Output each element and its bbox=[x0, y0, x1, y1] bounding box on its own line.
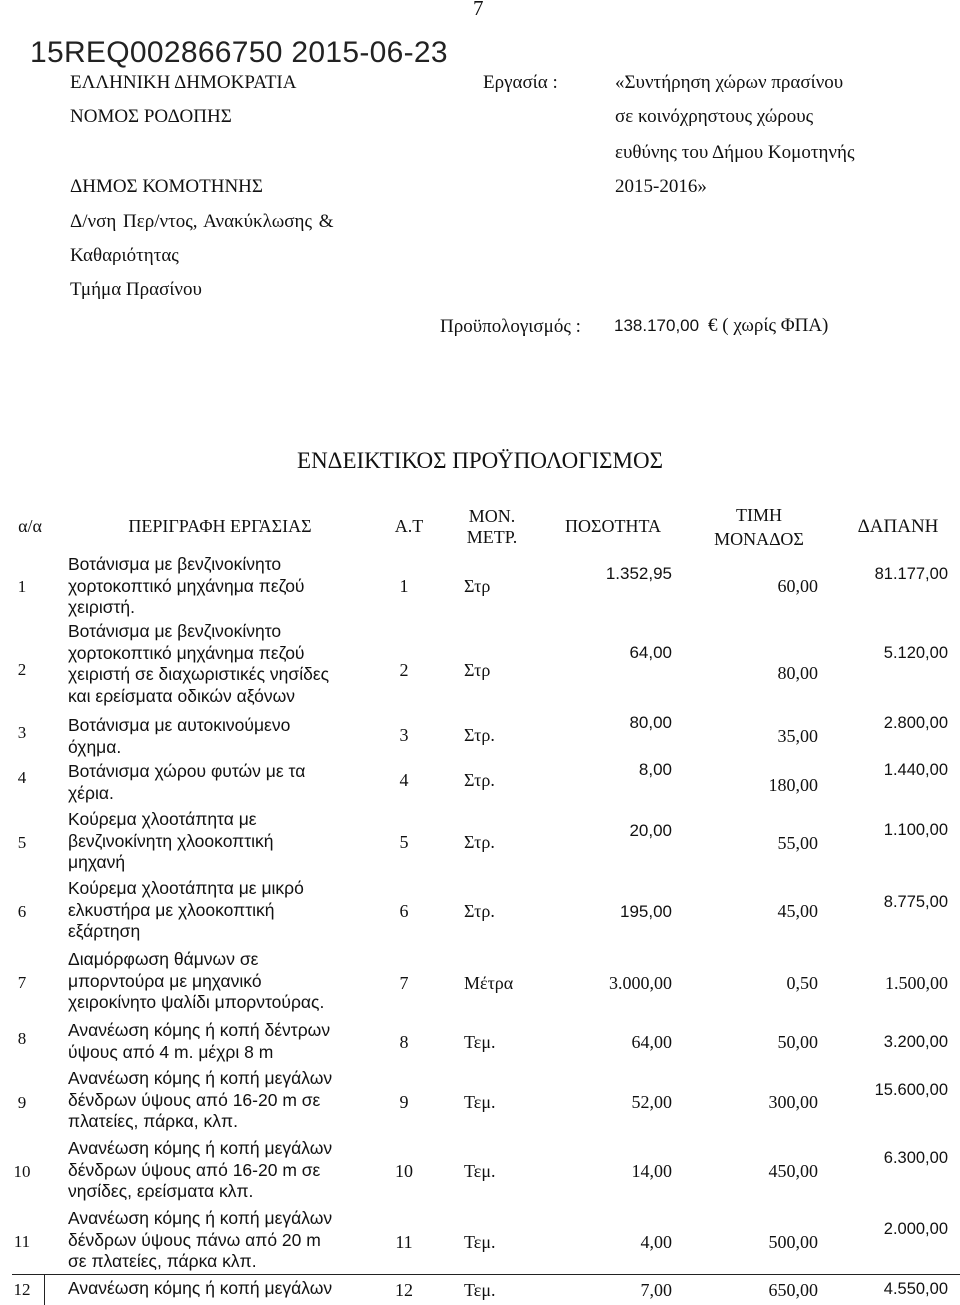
row-unit-price: 55,00 bbox=[777, 833, 818, 853]
row-at: 8 bbox=[399, 1032, 409, 1052]
row-unit: Τεμ. bbox=[464, 1280, 496, 1300]
work-line-4: 2015-2016» bbox=[615, 176, 707, 197]
row-unit: Στρ. bbox=[464, 901, 495, 921]
row-unit: Στρ bbox=[464, 576, 491, 596]
row-unit-price: 50,00 bbox=[777, 1032, 818, 1052]
row-at: 9 bbox=[399, 1092, 409, 1112]
row-quantity: 20,00 bbox=[629, 821, 672, 840]
row-at: 6 bbox=[399, 901, 409, 921]
row-unit: Τεμ. bbox=[464, 1032, 496, 1052]
row-number: 12 bbox=[13, 1280, 31, 1299]
column-divider bbox=[44, 1274, 45, 1305]
row-description: Κούρεμα χλοοτάπητα με μικρό ελκυστήρα με χλοοκοπτική εξάρτηση bbox=[68, 878, 304, 941]
row-number: 4 bbox=[17, 768, 27, 787]
header-line-prefecture: ΝΟΜΟΣ ΡΟΔΟΠΗΣ bbox=[70, 106, 232, 127]
col-header-unit: ΜΟΝ. ΜΕΤΡ. bbox=[466, 506, 518, 547]
row-unit: Τεμ. bbox=[464, 1232, 496, 1252]
row-description: Ανανέωση κόμης ή κοπή μεγάλων δένδρων ύψους από 16-20 m σε νησίδες, ερείσματα κλπ. bbox=[68, 1138, 333, 1201]
row-quantity: 4,00 bbox=[640, 1232, 672, 1252]
row-unit-price: 35,00 bbox=[777, 726, 818, 746]
row-quantity: 1.352,95 bbox=[605, 564, 672, 583]
row-description: Ανανέωση κόμης ή κοπή μεγάλων bbox=[68, 1278, 333, 1298]
row-cost: 2.800,00 bbox=[883, 714, 948, 732]
row-cost: 81.177,00 bbox=[874, 565, 948, 583]
row-quantity: 7,00 bbox=[640, 1280, 672, 1300]
row-unit-price: 60,00 bbox=[777, 576, 818, 596]
header-line-municipality: ΔΗΜΟΣ ΚΟΜΟΤΗΝΗΣ bbox=[70, 176, 263, 197]
row-number: 1 bbox=[17, 577, 27, 596]
row-quantity: 14,00 bbox=[631, 1161, 672, 1181]
row-at: 12 bbox=[395, 1280, 413, 1300]
row-unit-price: 650,00 bbox=[768, 1280, 818, 1300]
row-unit-price: 80,00 bbox=[777, 663, 818, 683]
row-number: 6 bbox=[17, 902, 27, 921]
row-description: Βοτάνισμα με βενζινοκίνητο χορτοκοπτικό μηχάνημα πεζού χειριστή σε διαχωριστικές νησίδες και ερείσματα οδικών αξόνων bbox=[68, 621, 330, 706]
row-quantity: 64,00 bbox=[631, 1032, 672, 1052]
header-line-cleaning: Καθαριότητας bbox=[70, 245, 179, 266]
row-number: 10 bbox=[13, 1162, 31, 1181]
document-id: 15REQ002866750 2015-06-23 bbox=[30, 36, 448, 69]
work-label: Εργασία : bbox=[483, 72, 558, 93]
row-unit-price: 180,00 bbox=[768, 775, 818, 795]
row-description: Βοτάνισμα χώρου φυτών με τα χέρια. bbox=[68, 761, 306, 803]
row-at: 11 bbox=[395, 1232, 413, 1252]
row-number: 11 bbox=[13, 1232, 31, 1251]
row-quantity: 52,00 bbox=[631, 1092, 672, 1112]
row-unit: Στρ bbox=[464, 660, 491, 680]
row-quantity: 80,00 bbox=[629, 713, 672, 732]
row-cost: 15.600,00 bbox=[874, 1081, 948, 1099]
row-description: Βοτάνισμα με βενζινοκίνητο χορτοκοπτικό μηχάνημα πεζού χειριστή. bbox=[68, 554, 305, 617]
row-description: Διαμόρφωση θάμνων σε μπορντούρα με μηχανικό χειροκίνητο ψαλίδι μπορντούρας. bbox=[68, 949, 325, 1012]
budget-label: Προϋπολογισμός : bbox=[440, 316, 581, 337]
row-cost: 5.120,00 bbox=[883, 644, 948, 662]
budget-value: 138.170,00 bbox=[614, 316, 700, 335]
row-unit-price: 500,00 bbox=[768, 1232, 818, 1252]
row-at: 4 bbox=[399, 770, 409, 790]
row-at: 3 bbox=[399, 725, 409, 745]
row-quantity: 3.000,00 bbox=[609, 973, 672, 993]
row-unit-price: 450,00 bbox=[768, 1161, 818, 1181]
row-unit: Στρ. bbox=[464, 770, 495, 790]
header-line-directorate: Δ/νση Περ/ντος, Ανακύκλωσης & bbox=[70, 211, 334, 232]
row-description: Ανανέωση κόμης ή κοπή μεγάλων δένδρων ύψους από 16-20 m σε πλατείες, πάρκα, κλπ. bbox=[68, 1068, 333, 1131]
col-header-at: Α.Τ bbox=[394, 516, 424, 536]
row-unit: Τεμ. bbox=[464, 1161, 496, 1181]
row-cost: 1.440,00 bbox=[883, 761, 948, 779]
row-cost: 1.100,00 bbox=[883, 821, 948, 839]
page-title: ΕΝΔΕΙΚΤΙΚΟΣ ΠΡΟΫΠΟΛΟΓΙΣΜΟΣ bbox=[297, 448, 663, 473]
col-header-cost: ΔΑΠΑΝΗ bbox=[857, 516, 939, 537]
row-quantity: 64,00 bbox=[629, 643, 672, 662]
col-header-price: ΤΙΜΗ ΜΟΝΑΔΟΣ bbox=[714, 505, 804, 549]
row-unit-price: 300,00 bbox=[768, 1092, 818, 1112]
row-cost: 1.500,00 bbox=[885, 973, 948, 993]
col-header-qty: ΠΟΣΟΤΗΤΑ bbox=[564, 516, 662, 536]
row-description: Ανανέωση κόμης ή κοπή μεγάλων δένδρων ύψους πάνω από 20 m σε πλατείες, πάρκα κλπ. bbox=[68, 1208, 333, 1271]
col-header-num: α/α bbox=[18, 516, 42, 536]
work-line-1: «Συντήρηση χώρων πρασίνου bbox=[615, 72, 844, 93]
header-line-department: Τμήμα Πρασίνου bbox=[70, 279, 202, 300]
row-cost: 8.775,00 bbox=[883, 893, 948, 911]
row-at: 2 bbox=[399, 660, 409, 680]
row-at: 5 bbox=[399, 832, 409, 852]
row-divider bbox=[12, 1274, 960, 1275]
row-quantity: 8,00 bbox=[638, 760, 672, 779]
row-unit: Στρ. bbox=[464, 725, 495, 745]
row-unit: Μέτρα bbox=[464, 973, 514, 993]
row-at: 7 bbox=[399, 973, 409, 993]
row-unit-price: 45,00 bbox=[777, 901, 818, 921]
row-cost: 6.300,00 bbox=[883, 1149, 948, 1167]
work-line-3: ευθύνης του Δήμου Κομοτηνής bbox=[615, 142, 855, 163]
row-unit: Τεμ. bbox=[464, 1092, 496, 1112]
work-line-2: σε κοινόχρηστους χώρους bbox=[615, 106, 814, 127]
header-line-country: ΕΛΛΗΝΙΚΗ ΔΗΜΟΚΡΑΤΙΑ bbox=[70, 72, 297, 93]
row-cost: 3.200,00 bbox=[883, 1033, 948, 1051]
row-quantity: 195,00 bbox=[620, 902, 672, 921]
row-number: 2 bbox=[17, 660, 27, 679]
row-description: Ανανέωση κόμης ή κοπή δέντρων ύψους από 4 m. μέχρι 8 m bbox=[68, 1020, 331, 1062]
row-number: 3 bbox=[17, 723, 27, 742]
row-number: 5 bbox=[17, 833, 27, 852]
row-description: Κούρεμα χλοοτάπητα με βενζινοκίνητη χλοοκοπτική μηχανή bbox=[68, 809, 274, 872]
row-at: 10 bbox=[395, 1161, 413, 1181]
row-unit: Στρ. bbox=[464, 832, 495, 852]
row-cost: 2.000,00 bbox=[883, 1220, 948, 1238]
row-unit-price: 0,50 bbox=[786, 973, 818, 993]
budget-suffix: € ( χωρίς ΦΠΑ) bbox=[708, 315, 829, 336]
row-number: 8 bbox=[17, 1029, 27, 1048]
col-header-desc: ΠΕΡΙΓΡΑΦΗ ΕΡΓΑΣΙΑΣ bbox=[128, 516, 312, 536]
row-cost: 4.550,00 bbox=[883, 1280, 948, 1298]
row-number: 7 bbox=[17, 973, 27, 992]
row-number: 9 bbox=[17, 1093, 27, 1112]
page-number: 7 bbox=[473, 0, 484, 20]
row-description: Βοτάνισμα με αυτοκινούμενο όχημα. bbox=[68, 715, 291, 757]
row-at: 1 bbox=[399, 576, 409, 596]
